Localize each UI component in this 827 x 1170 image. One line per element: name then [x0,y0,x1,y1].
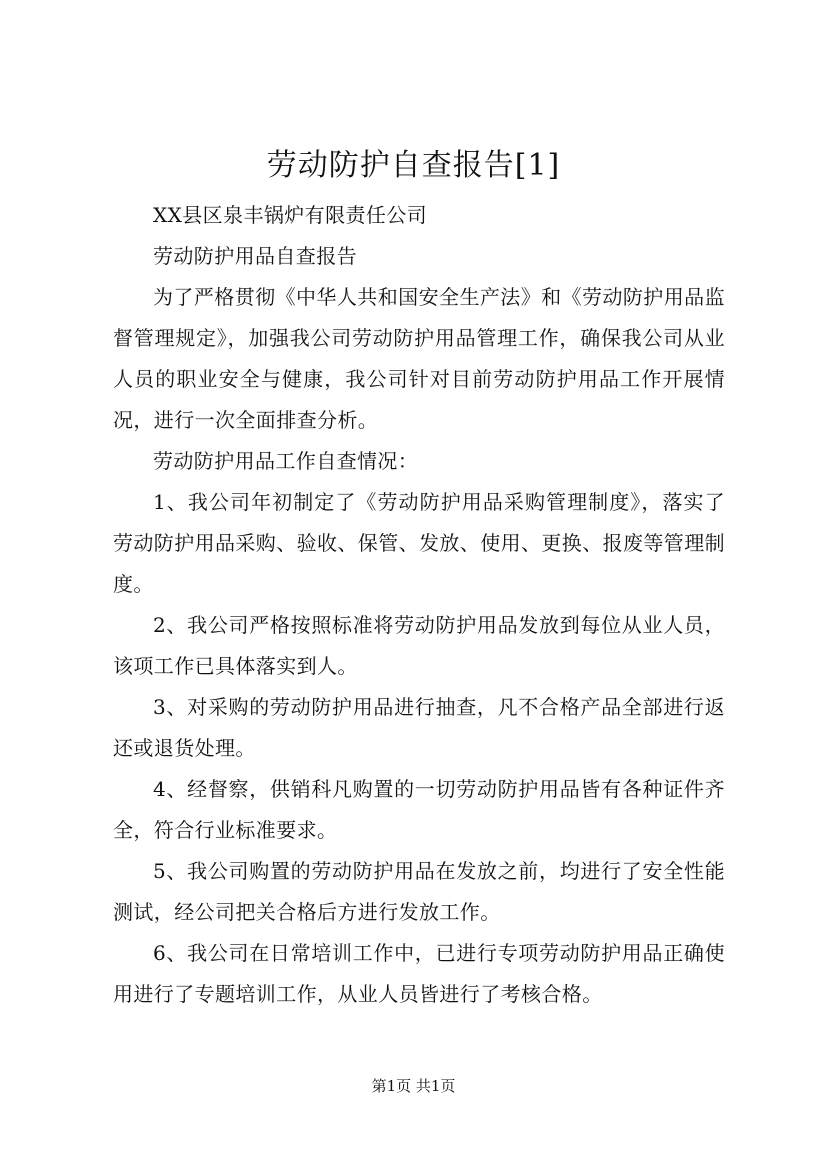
page-footer: 第1页 共1页 [371,1077,456,1095]
document-title: 劳动防护自查报告[1] [266,148,561,183]
item-paragraph-5: 5、我公司购置的劳动防护用品在发放之前，均进行了安全性能测试，经公司把关合格后方进行发放工作。 [113,859,725,924]
item-paragraph-3: 3、对采购的劳动防护用品进行抽查，凡不合格产品全部进行返还或退货处理。 [113,695,725,760]
section-heading: 劳动防护用品工作自查情况： [153,449,419,473]
item-paragraph-1: 1、我公司年初制定了《劳动防护用品采购管理制度》，落实了劳动防护用品采购、验收、保管、发放、使用、更换、报废等管理制度。 [113,490,725,596]
document-body [113,195,725,1015]
company-name: XX县区泉丰锅炉有限责任公司 [153,203,428,227]
item-paragraph-6: 6、我公司在日常培训工作中，已进行专项劳动防护用品正确使用进行了专题培训工作，从业人员皆进行了考核合格。 [113,941,725,1006]
item-paragraph-2: 2、我公司严格按照标准将劳动防护用品发放到每位从业人员，该项工作已具体落实到人。 [113,613,725,678]
report-subtitle: 劳动防护用品自查报告 [153,244,357,268]
intro-paragraph: 为了严格贯彻《中华人共和国安全生产法》和《劳动防护用品监督管理规定》，加强我公司劳动防护用品管理工作，确保我公司从业人员的职业安全与健康，我公司针对目前劳动防护用品工作开展情况，进行一次全面排查分析。 [113,285,725,432]
item-paragraph-4: 4、经督察，供销科凡购置的一切劳动防护用品皆有各种证件齐全，符合行业标准要求。 [113,777,725,842]
